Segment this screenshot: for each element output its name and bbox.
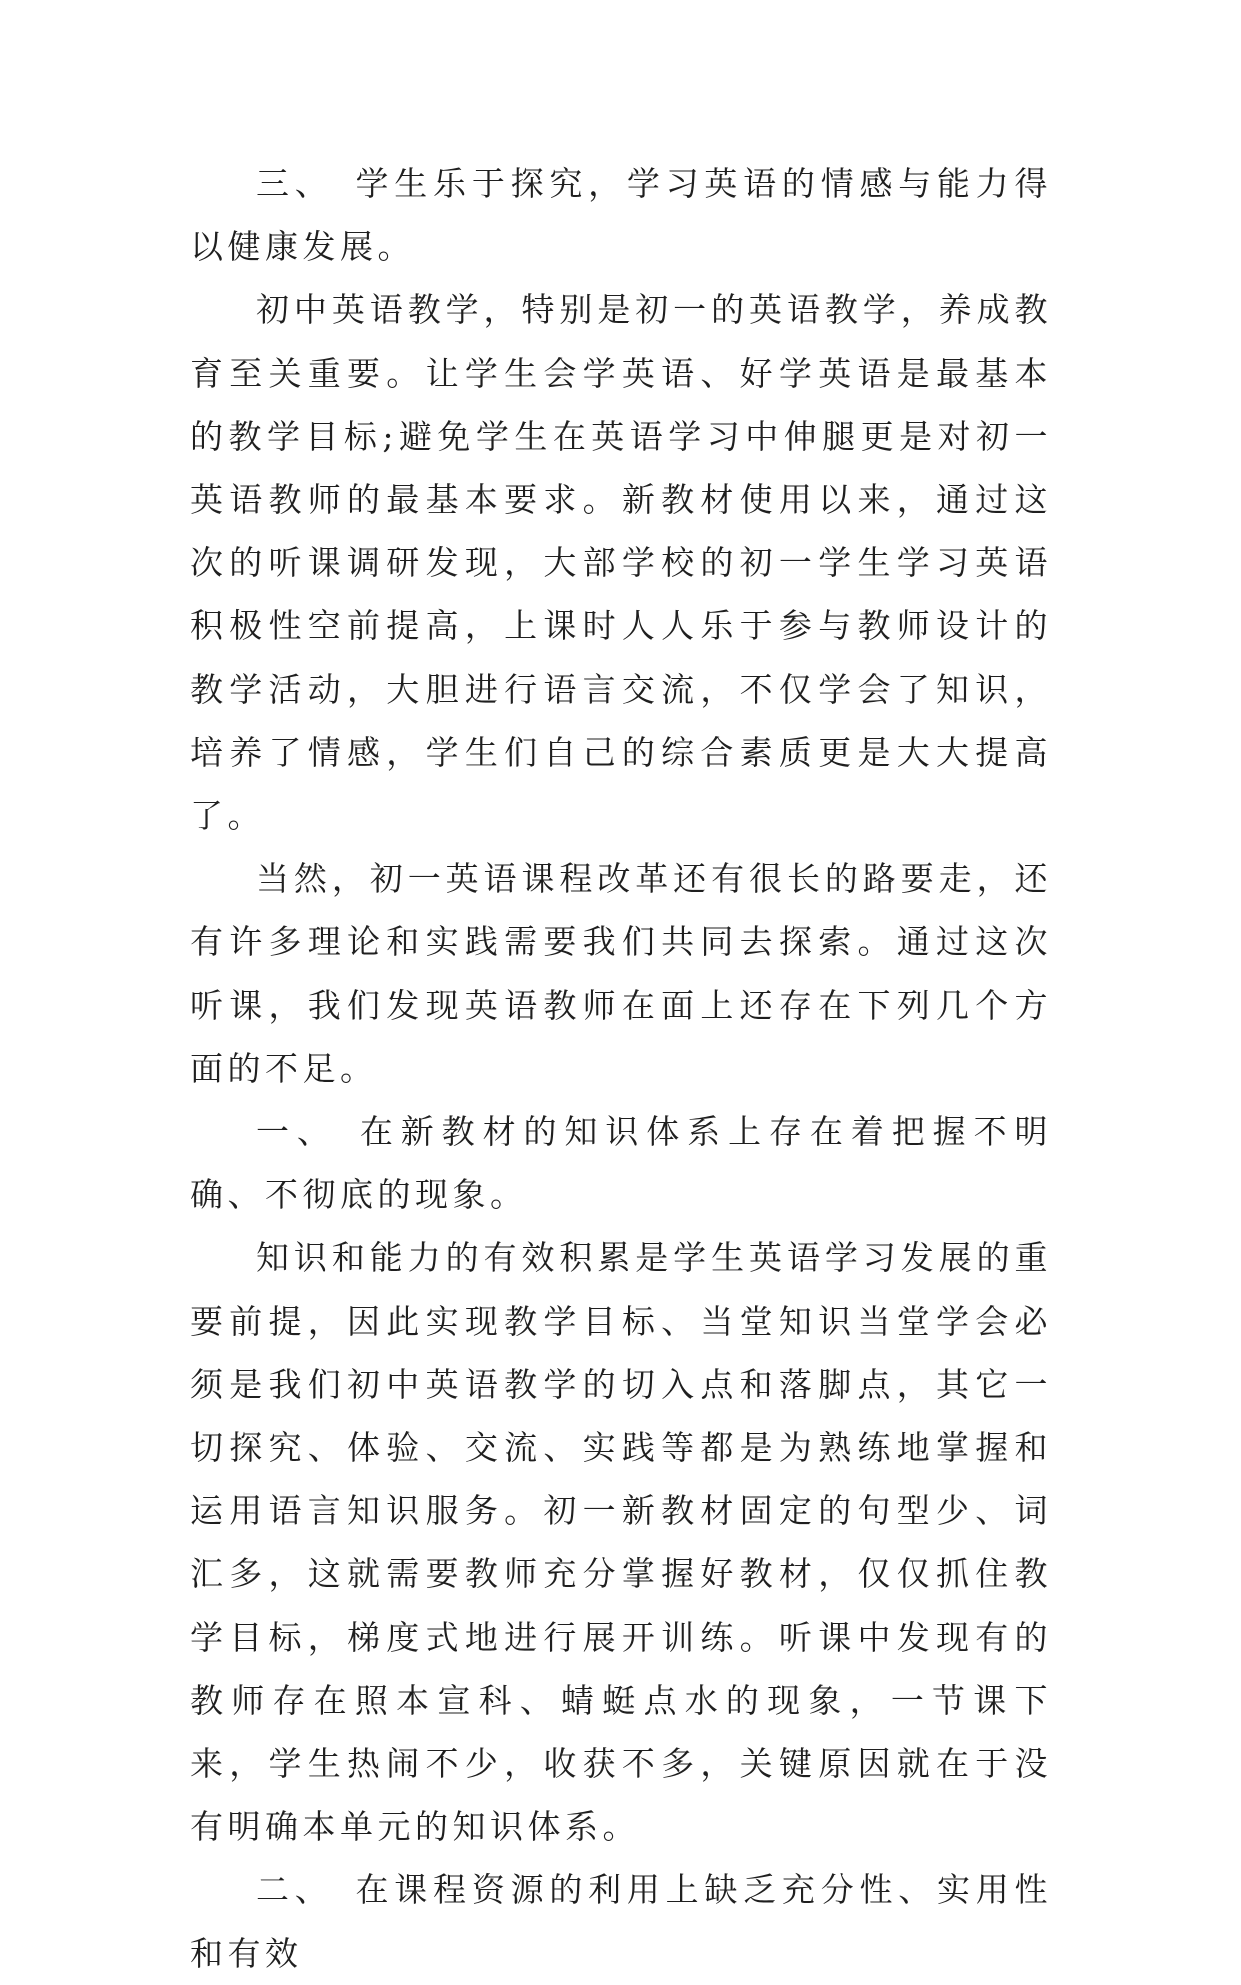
section-number: 三、 (256, 164, 334, 203)
paragraph: 当然，初一英语课程改革还有很长的路要走，还有许多理论和实践需要我们共同去探索。通过这次听课，我们发现英语教师在面上还存在下列几个方面的不足。 (190, 859, 1052, 1088)
section-number: 一、 (256, 1112, 338, 1152)
section-heading-text: 在课程资源的利用上缺乏充分性、实用性和有效 (190, 1870, 1053, 1973)
paragraph: 知识和能力的有效积累是学生英语学习发展的重要前提，因此实现教学目标、当堂知识当堂学会必须是我们初中英语教学的切入点和落脚点，其它一切探究、体验、交流、实践等都是为熟练地掌握和运用语言知识服务。初一新教材固定的句型少、词汇多，这就需要教师充分掌握好教材，仅仅抓住教学目标，梯度式地进行展开训练。听课中发现有的教师存在照本宣科、蜻蜓点水的现象，一节课下来，学生热闹不少，收获不多，关键原因就在于没有明确本单元的知识体系。 (190, 1238, 1052, 1847)
document-body (190, 152, 1052, 1985)
paragraph: 初中英语教学，特别是初一的英语教学，养成教育至关重要。让学生会学英语、好学英语是最基本的教学目标;避免学生在英语学习中伸腿更是对初一英语教师的最基本要求。新教材使用以来，通过这次的听课调研发现，大部学校的初一学生学习英语积极性空前提高，上课时人人乐于参与教师设计的教学活动，大胆进行语言交流，不仅学会了知识，培养了情感，学生们自己的综合素质更是大大提高了。 (190, 290, 1052, 836)
section-heading-2 (190, 1858, 1052, 1984)
section-heading-text: 学生乐于探究，学习英语的情感与能力得以健康发展。 (190, 164, 1053, 267)
section-heading-1 (190, 1100, 1052, 1226)
section-heading-3 (190, 152, 1052, 278)
section-heading-text: 在新教材的知识体系上存在着把握不明确、不彻底的现象。 (190, 1112, 1053, 1215)
section-number: 二、 (256, 1870, 334, 1910)
